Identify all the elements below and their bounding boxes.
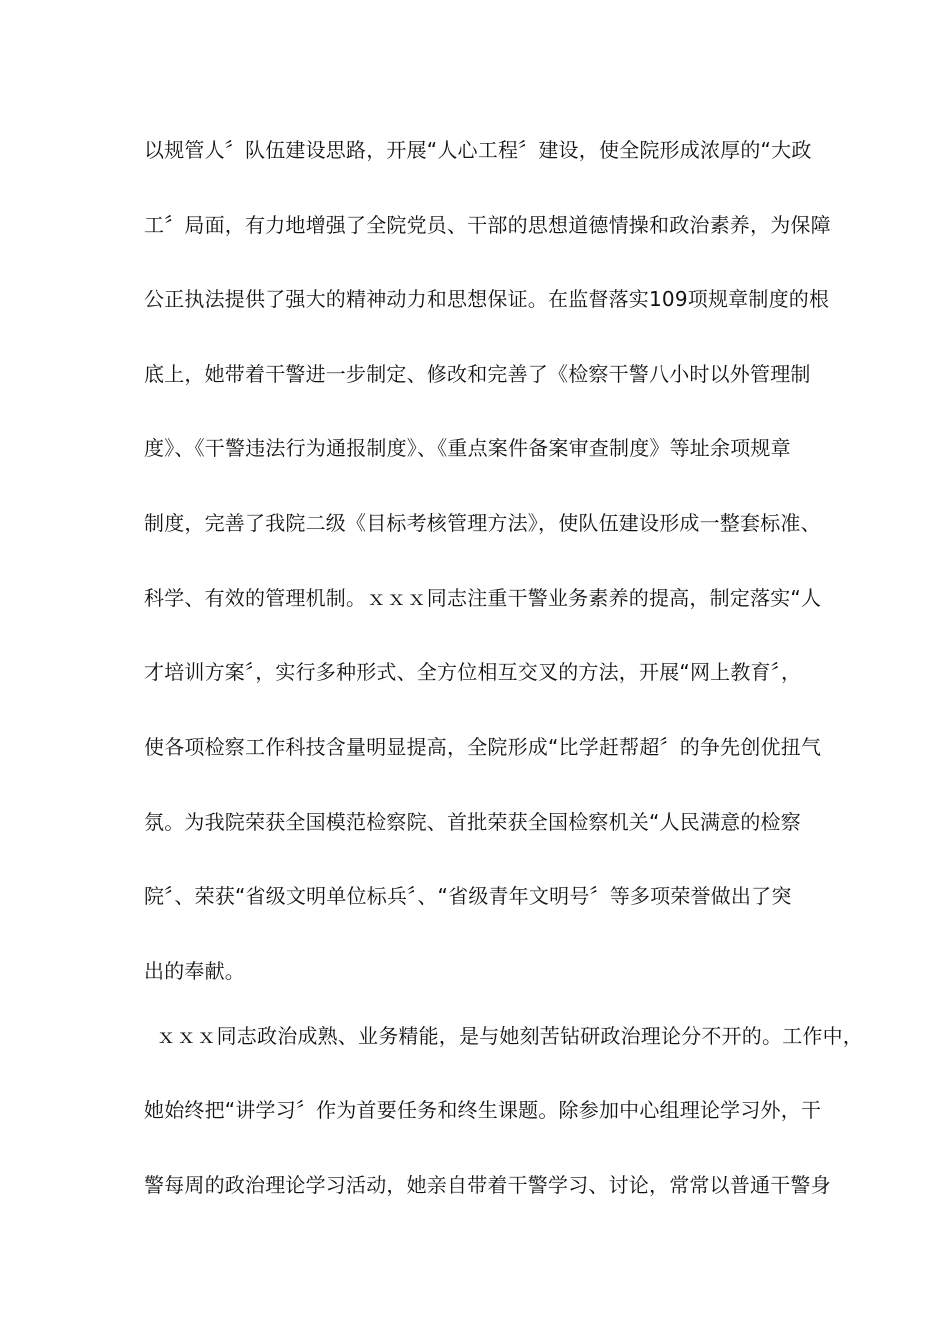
text-line-9: 使各项检察工作科技含量明显提高，全院形成“比学赶帮超〞的争先创优扭气	[144, 735, 822, 759]
text-line-11: 院〞、荣获“省级文明单位标兵〞、“省级青年文明号〞等多项荣誉做出了突	[144, 884, 792, 908]
text-line-14: 她始终把“讲学习〞作为首要任务和终生课题。除参加中心组理论学习外，干	[144, 1098, 822, 1122]
text-line-2: 工〞局面，有力地增强了全院党员、干部的思想道德情操和政治素养，为保障	[144, 213, 831, 237]
text-line-7: 科学、有效的管理机制。ｘｘｘ同志注重干警业务素养的提高，制定落实“人	[144, 586, 822, 610]
text-line-8: 才培训方案〞，实行多种形式、全方位相互交叉的方法，开展“网上教育〞，	[144, 660, 802, 684]
text-line-1: 以规管人〞队伍建设思路，开展“人心工程〞建设，使全院形成浓厚的“大政	[144, 138, 812, 162]
text-line-5: 度》、《干警违法行为通报制度》、《重点案件备案审查制度》等址余项规章	[144, 436, 791, 460]
text-line-4: 底上，她带着干警进一步制定、修改和完善了《检察干警八小时以外管理制	[144, 362, 811, 386]
text-line-13: ｘｘｘ同志政治成熟、业务精能，是与她刻苦钻研政治理论分不开的。工作中，	[156, 1024, 863, 1048]
text-line-15: 警每周的政治理论学习活动，她亲自带着干警学习、讨论，常常以普通干警身	[144, 1173, 831, 1197]
text-line-12: 出的奉献。	[144, 959, 245, 983]
text-line-6: 制度，完善了我院二级《目标考核管理方法》，使队伍建设形成一整套标准、	[144, 511, 821, 535]
text-line-3: 公正执法提供了强大的精神动力和思想保证。在监督落实109项规章制度的根	[144, 287, 830, 311]
text-line-10: 氛。为我院荣获全国模范检察院、首批荣获全国检察机关“人民满意的检察	[144, 810, 801, 834]
